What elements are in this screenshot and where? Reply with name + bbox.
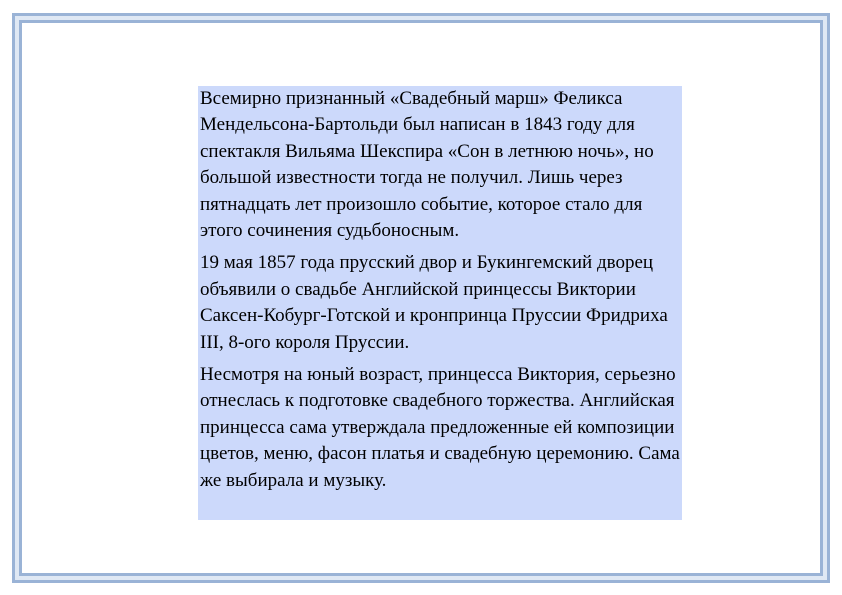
paragraph-2: 19 мая 1857 года прусский двор и Букингемский дворец объявили о свадьбе Английской принцессы Виктории Саксен-Кобург-Готской и кронпринца Пруссии Фридриха III, 8-ого короля Пруссии. xyxy=(200,252,668,353)
paragraph-1: Всемирно признанный «Свадебный марш» Феликса Мендельсона-Бартольди был написан в 1843 году для спектакля Вильяма Шекспира «Сон в летнюю ночь», но большой известности тогда не получил. Лишь через пятнадцать лет произошло событие, которое стало для этого сочинения судьбоносным. xyxy=(200,88,654,242)
text-box xyxy=(198,86,682,520)
paragraph-3: Несмотря на юный возраст, принцесса Виктория, серьезно отнеслась к подготовке свадебного торжества. Английская принцесса сама утверждала предложенные ей композиции цветов, меню, фасон платья и свадебную церемонию. Сама же выбирала и музыку. xyxy=(200,364,680,491)
